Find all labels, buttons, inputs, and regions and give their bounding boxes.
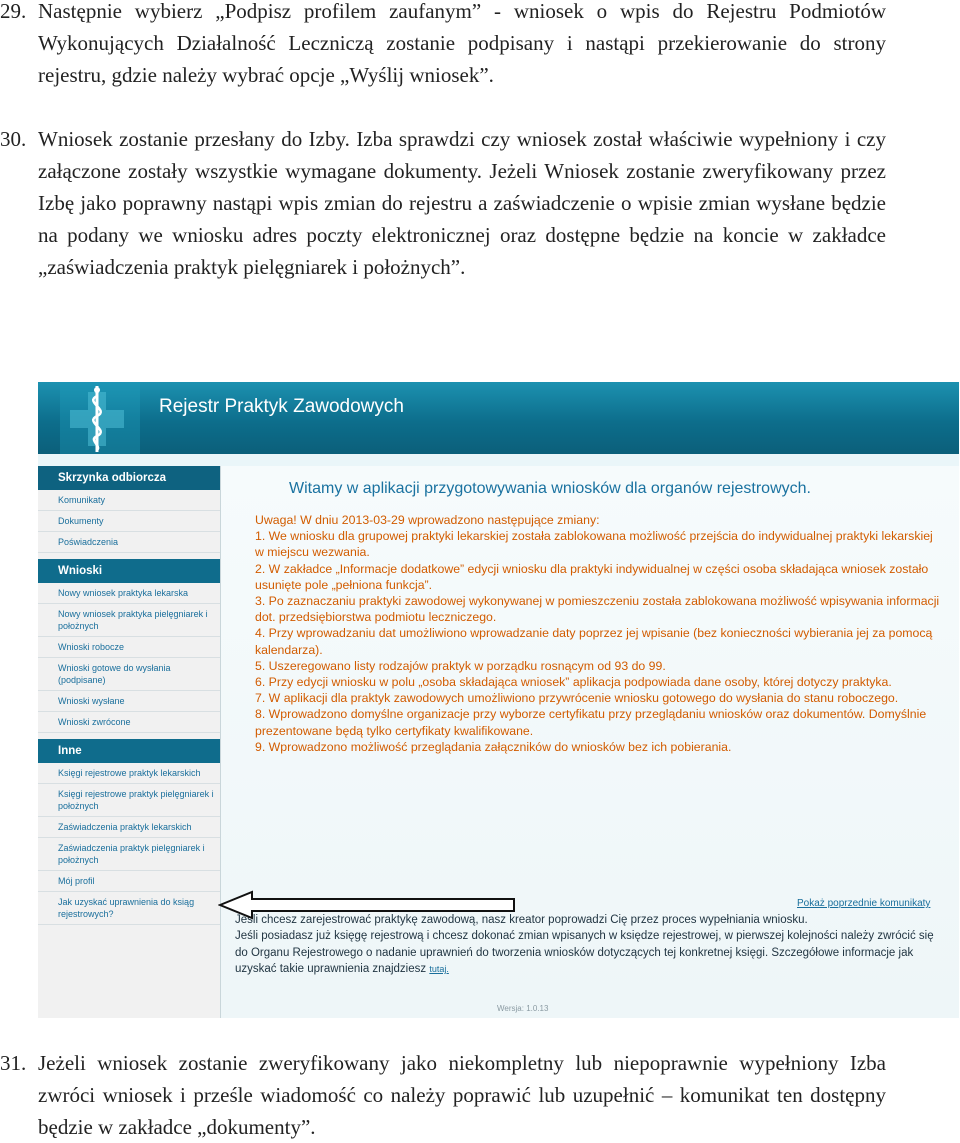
notice-item: 5. Uszeregowano listy rodzajów praktyk w porządku rosnącym od 93 do 99. bbox=[255, 658, 666, 673]
notice-item: 6. Przy edycji wniosku w polu „osoba składająca wniosek” aplikacja podpowiada dane osoby, której dotyczy praktyka. bbox=[255, 675, 892, 690]
sidebar-section-wnioski: Wnioski bbox=[38, 559, 220, 583]
notice-item: 9. Wprowadzono możliwość przeglądania załączników do wniosków bez ich pobierania. bbox=[255, 739, 732, 754]
sidebar-item-ready[interactable]: Wnioski gotowe do wysłania (podpisane) bbox=[38, 658, 220, 691]
notice-item: 8. Wprowadzono domyślne organizacje przy wyborze certyfikatu przy przeglądaniu wniosków oraz dokumentów. Domyślnie prezentowane będą tylko certyfikaty kwalifikowane. bbox=[255, 707, 927, 738]
step-text: Następnie wybierz „Podpisz profilem zaufanym” - wniosek o wpis do Rejestru Podmiotów Wykonujących Działalność Leczniczą zostanie podpisany i nastąpi przekierowanie do strony rejestru, gdzie należy wybrać opcje „Wyślij wniosek”. bbox=[38, 0, 886, 87]
notice-item: 4. Przy wprowadzaniu dat umożliwiono wprowadzanie daty poprzez jej wpisanie (bez konieczności wybierania jej za pomocą kalendarza). bbox=[255, 626, 933, 657]
sidebar-item-registry-nursing[interactable]: Księgi rejestrowe praktyk pielęgniarek i położnych bbox=[38, 784, 220, 817]
info-registry-book bbox=[235, 928, 940, 977]
sidebar-item-certificates-medical[interactable]: Zaświadczenia praktyk lekarskich bbox=[38, 817, 220, 838]
step-number: 31. bbox=[0, 1051, 27, 1075]
app-header bbox=[38, 382, 959, 454]
sidebar-item-dokumenty[interactable]: Dokumenty bbox=[38, 511, 220, 532]
sidebar-section-inbox: Skrzynka odbiorcza bbox=[38, 466, 220, 490]
step-text: Wniosek zostanie przesłany do Izby. Izba sprawdzi czy wniosek został właściwie wypełniony i czy załączone zostały wszystkie wymagane dokumenty. Jeżeli Wniosek zostanie zweryfikowany przez Izbę jako poprawny nastąpi wpis zmian do rejestru a zaświadczenie o wpisie zmian wysłane będzie na podany we wniosku adres poczty elektronicznej oraz dostępne będzie na koncie w zakładce „zaświadczenia praktyk pielęgniarek i położnych”. bbox=[38, 127, 886, 279]
sidebar-item-komunikaty[interactable]: Komunikaty bbox=[38, 490, 220, 511]
medical-caduceus-logo bbox=[40, 382, 156, 454]
sidebar-section-inne: Inne bbox=[38, 739, 220, 763]
sidebar-item-permissions[interactable]: Jak uzyskać uprawnienia do ksiąg rejestrowych? bbox=[38, 892, 220, 925]
sidebar-item-new-medical[interactable]: Nowy wniosek praktyka lekarska bbox=[38, 583, 220, 604]
sidebar-item-poswiadczenia[interactable]: Poświadczenia bbox=[38, 532, 220, 553]
sidebar-item-sent[interactable]: Wnioski wysłane bbox=[38, 691, 220, 712]
notice-item: 2. W zakładce „Informacje dodatkowe” edycji wniosku dla praktyki indywidualnej w części osoba składająca wniosek zostało usunięte pole „pełniona funkcja”. bbox=[255, 561, 929, 592]
tutorial-link[interactable]: tutaj. bbox=[429, 964, 449, 975]
sidebar-item-returned[interactable]: Wnioski zwrócone bbox=[38, 712, 220, 733]
previous-messages-link[interactable]: Pokaż poprzednie komunikaty bbox=[797, 898, 931, 909]
step-number: 29. bbox=[0, 0, 27, 23]
notice-header: Uwaga! W dniu 2013-03-29 wprowadzono następujące zmiany: bbox=[255, 513, 600, 527]
step-29 bbox=[0, 0, 886, 91]
main-content bbox=[221, 466, 959, 1018]
step-number: 30. bbox=[0, 127, 27, 151]
app-screenshot bbox=[38, 382, 959, 1018]
sidebar-item-drafts[interactable]: Wnioski robocze bbox=[38, 637, 220, 658]
info-registry-text: Jeśli posiadasz już księgę rejestrową i chcesz dokonać zmian wpisanych w księdze rejestrowej, w pierwszej kolejności należy zwrócić się do Organu Rejestrowego o nadanie uprawnień do tworzenia wniosków dotyczących tej konkretnej księgi. Szczegółowe informacje jak uzyskać takie uprawnienia znajdziesz bbox=[235, 930, 934, 976]
notice-item: 3. Po zaznaczaniu praktyki zawodowej wykonywanej w pomieszczeniu została zablokowana możliwość wpisywania informacji dot. przedsiębiorstwa podmiotu leczniczego. bbox=[255, 594, 940, 625]
sidebar-item-new-nursing[interactable]: Nowy wniosek praktyka pielęgniarek i położnych bbox=[38, 604, 220, 637]
sidebar-item-certificates-nursing[interactable]: Zaświadczenia praktyk pielęgniarek i położnych bbox=[38, 838, 220, 871]
notice-item: 7. W aplikacji dla praktyk zawodowych umożliwiono przywrócenie wniosku gotowego do wysłania do stanu roboczego. bbox=[255, 691, 899, 706]
welcome-heading: Witamy w aplikacji przygotowywania wniosków dla organów rejestrowych. bbox=[289, 480, 811, 497]
step-31 bbox=[0, 1047, 886, 1143]
info-register: Jeśli chcesz zarejestrować praktykę zawodową, nasz kreator poprowadzi Cię przez proces wypełniania wniosku. bbox=[235, 914, 808, 926]
version-label: Wersja: 1.0.13 bbox=[497, 1004, 549, 1013]
step-30 bbox=[0, 123, 886, 283]
step-text: Jeżeli wniosek zostanie zweryfikowany jako niekompletny lub niepoprawnie wypełniony Izba zwróci wniosek i prześle wiadomość co należy poprawić lub uzupełnić – komunikat ten dostępny będzie w zakładce „dokumenty”. bbox=[38, 1051, 886, 1139]
annotation-arrow-icon bbox=[218, 890, 518, 920]
changes-notice bbox=[255, 512, 945, 755]
app-brand-title: Rejestr Praktyk Zawodowych bbox=[159, 396, 404, 417]
sidebar-item-registry-medical[interactable]: Księgi rejestrowe praktyk lekarskich bbox=[38, 763, 220, 784]
header-divider bbox=[38, 454, 959, 466]
info-block bbox=[235, 912, 940, 978]
sidebar-item-profile[interactable]: Mój profil bbox=[38, 871, 220, 892]
notice-item: 1. We wniosku dla grupowej praktyki lekarskiej została zablokowana możliwość przejścia do indywidualnej praktyki lekarskiej w miejscu wezwania. bbox=[255, 529, 933, 560]
sidebar bbox=[38, 466, 221, 1018]
